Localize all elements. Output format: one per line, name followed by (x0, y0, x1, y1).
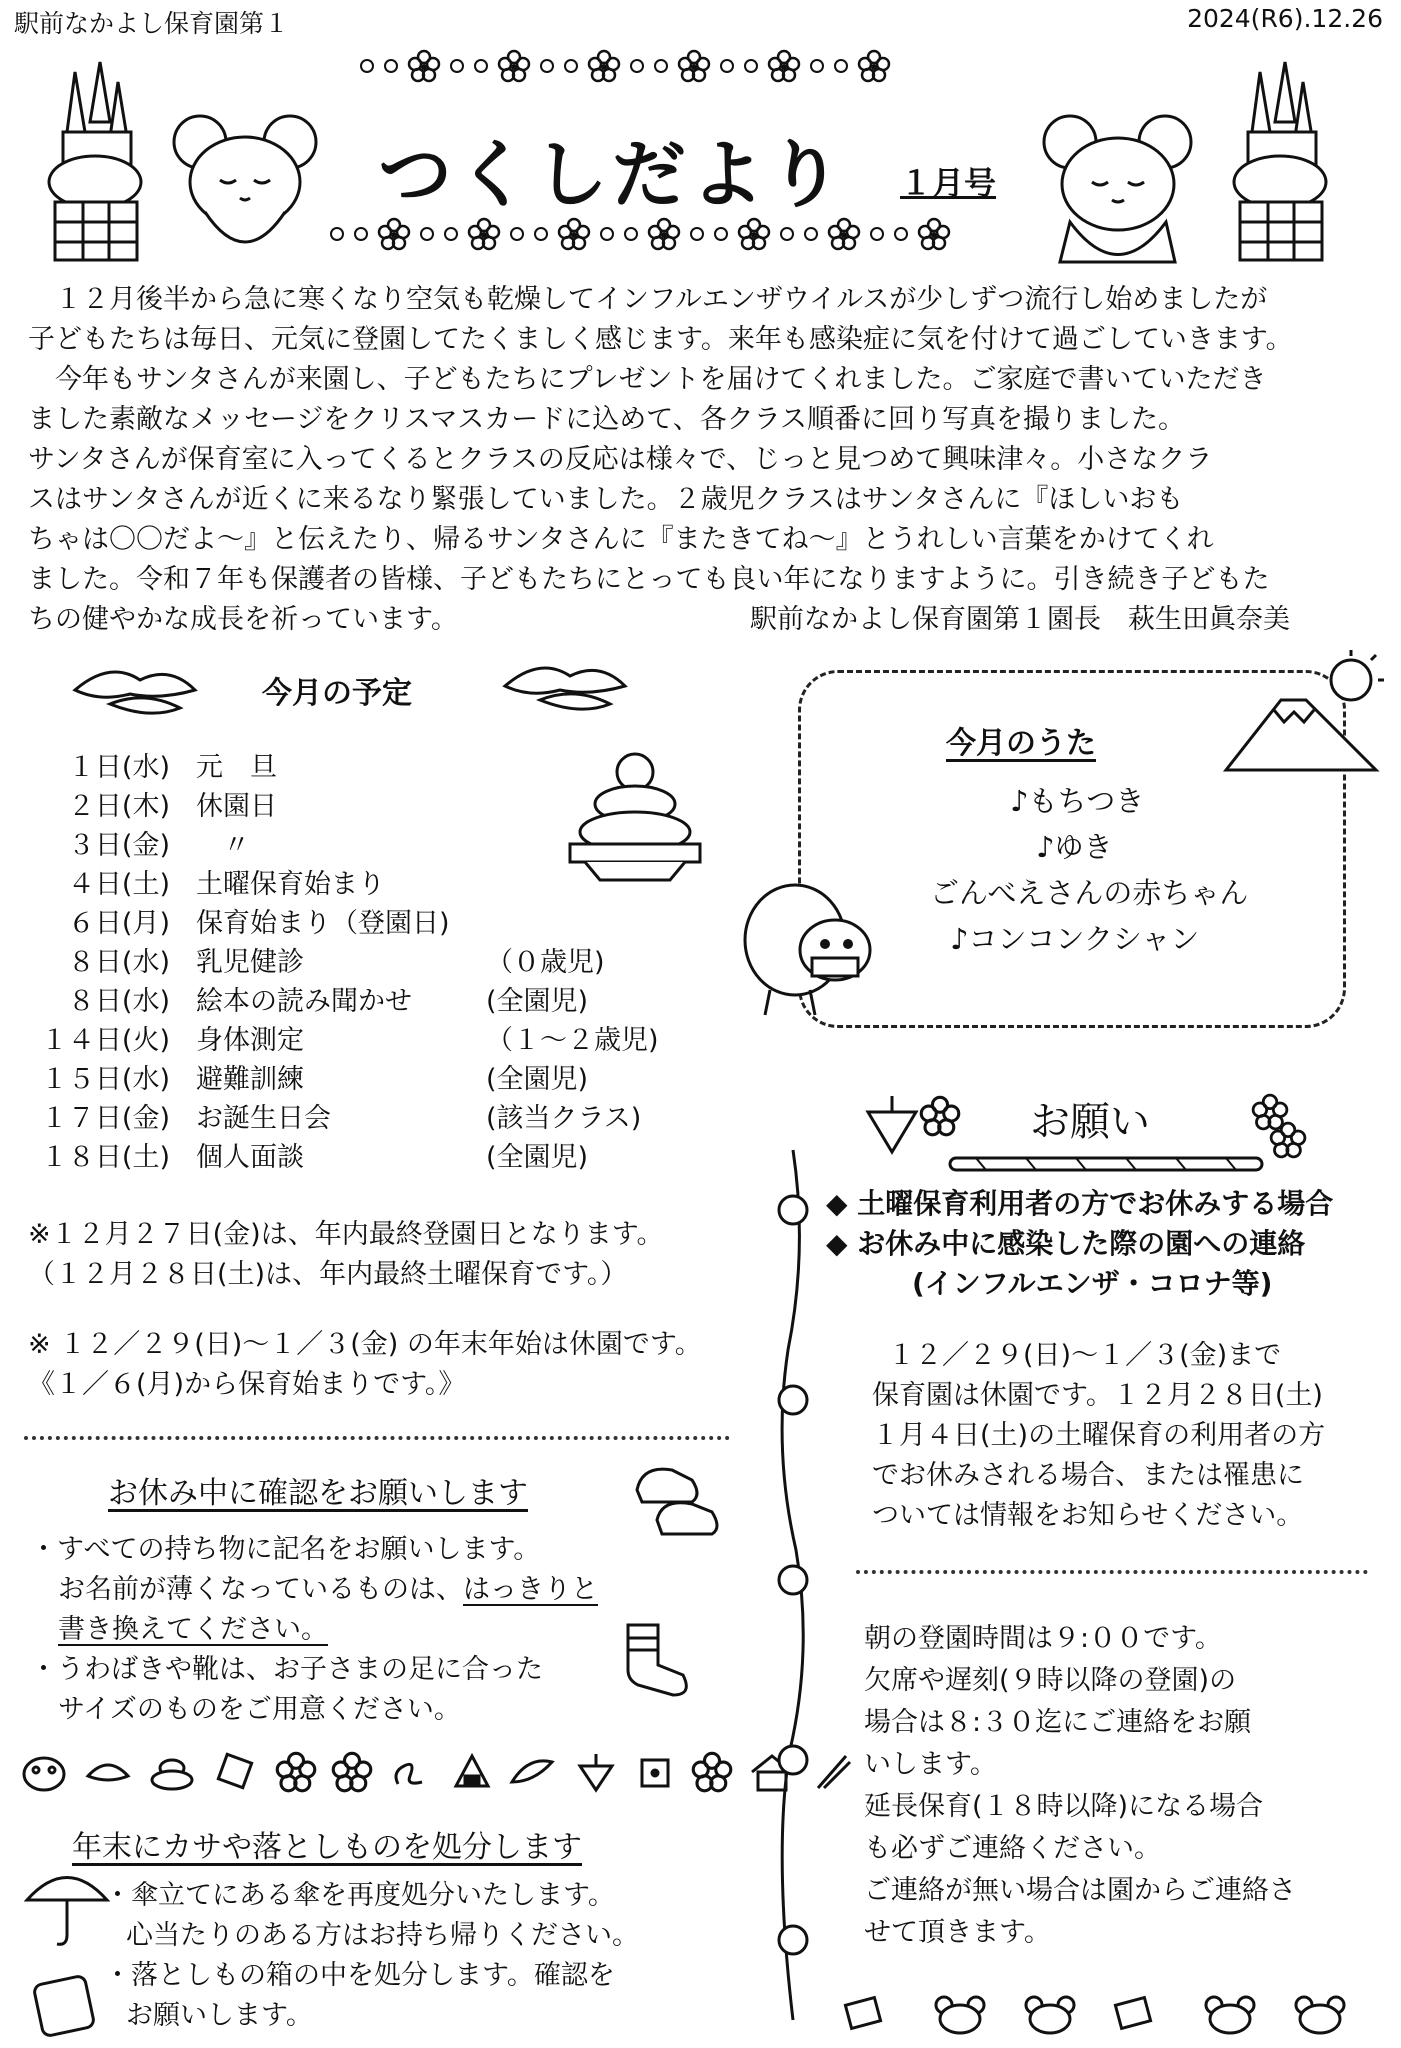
plum-flower-icon (768, 50, 800, 82)
kadomatsu-left-icon (45, 62, 145, 262)
pine-icon (70, 660, 200, 730)
schedule-row (30, 904, 659, 943)
schedule-date: ８日(水) (67, 986, 170, 1017)
plum-flower-icon (408, 50, 440, 82)
check-list (30, 1530, 598, 1730)
request-bullet: ◆ 土曜保育利用者の方でお休みする場合 (826, 1187, 1334, 1220)
plum-flower-icon (588, 50, 620, 82)
school-name: 駅前なかよし保育園第１ (14, 9, 290, 38)
issue-date: 2024(R6).12.26 (1187, 4, 1383, 33)
plum-flower-icon (1270, 1122, 1306, 1158)
plum-flower-icon (276, 1752, 316, 1792)
song-item: ♪ゆき (1036, 830, 1113, 864)
request-bullets (826, 1184, 1333, 1304)
intro-line: ちゃは〇〇だよ～』と伝えたり、帰るサンタさんに『またきてね～』とうれしい言葉をかけてくれ (28, 524, 1214, 555)
plum-flower-icon (558, 218, 590, 250)
schedule-date: １日(水) (67, 752, 170, 783)
mouse-face-icon (1020, 1995, 1080, 2035)
schedule-date: ６日(月) (67, 908, 170, 939)
bottom-decoration-row (840, 1995, 1350, 2035)
request-title: お願い (1030, 1099, 1150, 1145)
schedule-note: （１～２歳児) (486, 1025, 659, 1056)
song-item: ごんべえさんの赤ちゃん (930, 876, 1249, 910)
disposal-line: 心当たりのある方はお持ち帰りください。 (126, 1920, 639, 1951)
request-bullet: (インフルエンザ・コロナ等) (912, 1267, 1273, 1300)
schedule-note: (該当クラス) (486, 1103, 642, 1134)
schedule-date: １８日(土) (40, 1142, 170, 1173)
request-line: １月４日(土)の土曜保育の利用者の方 (872, 1420, 1326, 1451)
song-item: ♪コンコンクシャン (950, 922, 1200, 956)
songs-title: 今月のうた (946, 726, 1096, 761)
time-line: せて頂きます。 (864, 1917, 1051, 1948)
mouse-face-icon (1200, 1995, 1260, 2035)
plum-flower-icon (858, 50, 890, 82)
check-line: ・うわばきや靴は、お子さまの足に合った (30, 1654, 543, 1685)
time-line: 朝の登園時間は９:００です。 (864, 1623, 1222, 1654)
plum-flower-icon (648, 218, 680, 250)
request-line: 保育園は休園です。１２月２８日(土) (872, 1380, 1323, 1411)
lost-item-bag-icon (30, 1970, 100, 2040)
intro-message (28, 280, 1293, 640)
songs-list (930, 778, 1248, 962)
mouse-character-right-icon (1040, 112, 1200, 272)
schedule-note-line: ※１２月２７日(金)は、年内最終登園日となります。 (28, 1219, 664, 1250)
request-body (872, 1336, 1325, 1536)
kagami-mochi-icon (148, 1752, 196, 1792)
schedule-event: 土曜保育始まり (196, 869, 385, 900)
rice-ball-icon (452, 1752, 492, 1792)
spinning-top-icon (572, 1752, 620, 1792)
plum-flower-icon (468, 218, 500, 250)
intro-line: ちの健やかな成長を祈っています。 (28, 604, 458, 635)
plum-flower-icon (738, 218, 770, 250)
sock-icon (618, 1620, 698, 1700)
intro-line: ました。令和７年も保護者の皆様、子どもたちにとっても良い年になりますように。引き続き子どもた (28, 564, 1270, 595)
issue-label: １月号 (900, 164, 997, 202)
schedule-date: ４日(土) (67, 869, 170, 900)
check-title: お休み中に確認をお願いします (108, 1476, 528, 1511)
request-line: ついては情報をお知らせください。 (872, 1500, 1304, 1531)
check-line: お名前が薄くなっているものは、 (58, 1574, 463, 1605)
kagami-mochi-icon (560, 752, 710, 882)
schedule-row (30, 1060, 659, 1099)
request-line: １２／２９(日)～１／３(金)まで (888, 1340, 1282, 1371)
flower-border-bottom (330, 218, 950, 250)
intro-line: １２月後半から急に寒くなり空気も乾燥してインフルエンザウイルスが少しずつ流行し始めましたが (28, 284, 1268, 315)
rope-divider-icon (946, 1152, 1266, 1176)
schedule-date: ８日(水) (67, 947, 170, 978)
time-line: 欠席や遅刻(９時以降の登園)の (864, 1665, 1237, 1696)
schedule-row (30, 1021, 659, 1060)
song-item: ♪もちつき (1010, 784, 1145, 818)
plum-flower-icon (828, 218, 860, 250)
plum-flower-icon (378, 218, 410, 250)
time-line: も必ずご連絡ください。 (864, 1833, 1161, 1864)
schedule-event: 個人面談 (196, 1142, 304, 1173)
disposal-title: 年末にカサや落としものを処分します (72, 1830, 582, 1865)
snake-icon (388, 1752, 436, 1792)
schedule-event: 元 旦 (196, 752, 277, 783)
schedule-event: 乳児健診 (196, 947, 304, 978)
intro-line: 今年もサンタさんが来園し、子どもたちにプレゼントを届けてくれました。ご家庭で書いていただき (28, 364, 1267, 395)
schedule-note: (全園児) (486, 1142, 589, 1173)
schedule-title: 今月の予定 (262, 676, 412, 711)
schedule-date: １７日(金) (40, 1103, 170, 1134)
bamboo-icon (508, 1752, 556, 1792)
plum-flower-icon (332, 1752, 372, 1792)
disposal-line: ・傘立てにある傘を再度処分いたします。 (104, 1880, 615, 1911)
time-line: 場合は８:３０迄にご連絡をお願 (864, 1707, 1252, 1738)
umbrella-icon (22, 1860, 112, 1950)
kite-icon (1110, 1995, 1170, 2035)
check-emphasis: はっきりと (463, 1574, 598, 1605)
check-line: サイズのものをご用意ください。 (58, 1694, 461, 1725)
schedule-event: 〃 (196, 830, 250, 861)
mouse-face-icon (930, 1995, 990, 2035)
schedule-note-line: ※ １２／２９(日)～１／３(金) の年末年始は休園です。 (28, 1329, 702, 1360)
schedule-date: ３日(金) (67, 830, 170, 861)
schedule-note: （０歳児) (486, 947, 605, 978)
pine-icon (500, 656, 630, 726)
mount-fuji-sun-icon (1226, 650, 1386, 790)
arrow-charm-icon (812, 1752, 852, 1792)
check-emphasis: 書き換えてください。 (58, 1614, 328, 1645)
schedule-notes (28, 1215, 702, 1405)
spinning-top-icon (862, 1092, 922, 1162)
check-line: ・すべての持ち物に記名をお願いします。 (30, 1534, 541, 1565)
plum-flower-icon (498, 50, 530, 82)
kite-string-decoration (768, 1150, 818, 2020)
shoes-icon (632, 1460, 722, 1540)
kite-icon (212, 1752, 260, 1792)
schedule-date: １５日(水) (40, 1064, 170, 1095)
schedule-event: 絵本の読み聞かせ (196, 986, 412, 1017)
mouse-face-icon (1290, 1995, 1350, 2035)
intro-line: サンタさんが保育室に入ってくるとクラスの反応は様々で、じっと見つめて興味津々。小さなクラ (28, 444, 1213, 475)
schedule-event: 身体測定 (196, 1025, 304, 1056)
mouse-character-left-icon (170, 112, 320, 262)
schedule-event: 保育始まり（登園日) (196, 908, 450, 939)
schedule-date: ２日(木) (67, 791, 170, 822)
intro-line: スはサンタさんが近くに来るなり緊張していました。２歳児クラスはサンタさんに『ほしいおも (28, 484, 1184, 515)
request-line: でお休みされる場合、または罹患に (872, 1460, 1304, 1491)
schedule-note-line: （１２月２８日(土)は、年内最終土曜保育です。） (28, 1259, 628, 1290)
time-line: ご連絡が無い場合は園からご連絡さ (864, 1875, 1296, 1906)
schedule-event: お誕生日会 (196, 1103, 331, 1134)
time-line: 延長保育(１８時以降)になる場合 (864, 1791, 1264, 1822)
kite-icon (840, 1995, 900, 2035)
schedule-row (30, 1138, 659, 1177)
principal-signature: 駅前なかよし保育園第１園長 萩生田眞奈美 (750, 604, 1290, 635)
request-bullet: ◆ お休み中に感染した際の園への連絡 (826, 1227, 1306, 1260)
lion-mask-icon (20, 1752, 68, 1792)
disposal-line: お願いします。 (126, 2000, 313, 2031)
disposal-line: ・落としもの箱の中を処分します。確認を (104, 1960, 615, 1991)
plum-flower-icon (678, 50, 710, 82)
divider (24, 1436, 730, 1440)
plum-flower-icon (920, 1096, 960, 1136)
kadomatsu-right-icon (1230, 62, 1330, 262)
arrival-time-info (864, 1618, 1296, 1954)
lion-dance-icon (740, 870, 880, 1020)
schedule-event: 休園日 (196, 791, 277, 822)
newsletter-title: つくしだより (378, 132, 846, 218)
schedule-row (30, 1099, 659, 1138)
schedule-row (30, 982, 659, 1021)
new-year-decoration-row (20, 1752, 852, 1792)
time-line: いします。 (864, 1749, 997, 1780)
divider (856, 1570, 1368, 1574)
intro-line: ました素敵なメッセージをクリスマスカードに込めて、各クラス順番に回り写真を撮りました。 (28, 404, 1185, 435)
intro-line: 子どもたちは毎日、元気に登園してたくましく感じます。来年も感染症に気を付けて過ごしていきます。 (28, 324, 1293, 355)
plum-flower-icon (918, 218, 950, 250)
schedule-note: (全園児) (486, 986, 589, 1017)
flower-border-top (360, 50, 890, 82)
dice-icon (636, 1752, 676, 1792)
schedule-date: １４日(火) (40, 1025, 170, 1056)
schedule-note-line: 《１／６(月)から保育始まりです。》 (28, 1369, 466, 1400)
schedule-row (30, 943, 659, 982)
schedule-note: (全園児) (486, 1064, 589, 1095)
disposal-list (104, 1876, 639, 2036)
plum-flower-icon (692, 1752, 732, 1792)
pine-icon (84, 1752, 132, 1792)
schedule-event: 避難訓練 (196, 1064, 304, 1095)
